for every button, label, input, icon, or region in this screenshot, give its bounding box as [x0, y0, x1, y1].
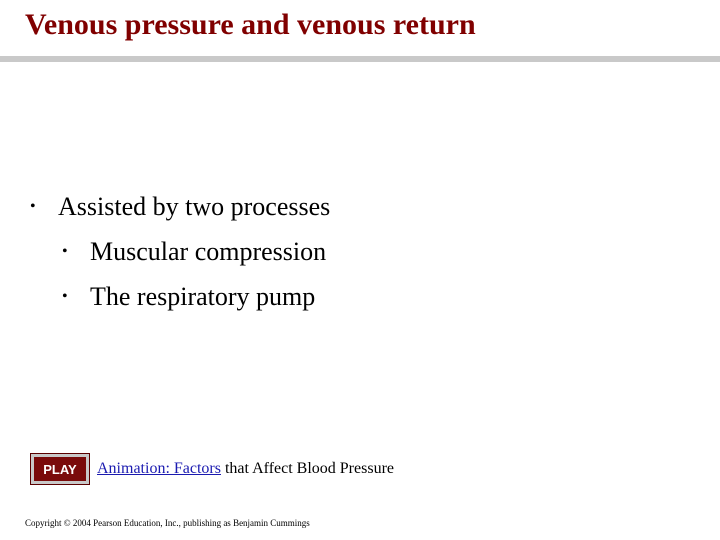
bullet-text: Assisted by two processes [58, 192, 331, 221]
animation-caption-text: that Affect Blood Pressure [220, 460, 394, 477]
slide-title: Venous pressure and venous return [25, 8, 476, 41]
bullet-item-level1 [30, 192, 330, 237]
play-button-label: PLAY [43, 461, 77, 477]
bullet-text: The respiratory pump [90, 282, 316, 311]
animation-caption [97, 460, 394, 478]
bullet-mark: • [62, 288, 68, 305]
copyright-notice: Copyright © 2004 Pearson Education, Inc., publishing as Benjamin Cummings [25, 518, 310, 528]
bullet-mark: • [62, 243, 68, 260]
play-button[interactable] [31, 454, 89, 484]
title-divider [0, 56, 720, 62]
bullet-text: Muscular compression [90, 237, 327, 266]
bullet-list [30, 192, 330, 327]
bullet-item-level2 [30, 282, 330, 327]
bullet-item-level2 [30, 237, 330, 282]
bullet-mark: • [30, 198, 36, 215]
animation-link[interactable]: Animation: Factors [97, 460, 221, 477]
